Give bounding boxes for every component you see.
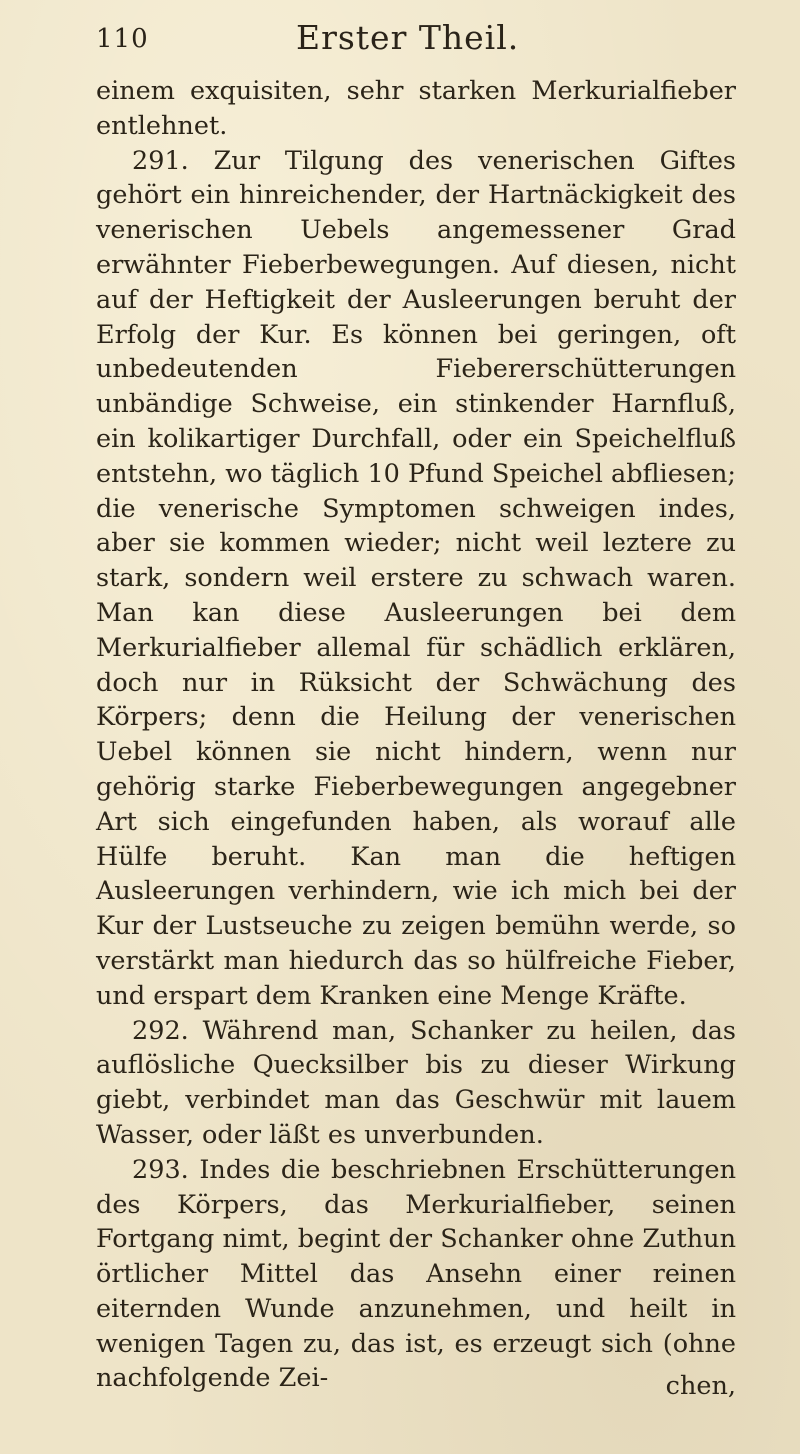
paragraph-293: 293. Indes die beschriebnen Erschütterungen des Körpers, das Merkurialfieber, seinen Fortgang nimt, begint der Schanker ohne Zuthun örtlicher Mittel das Ansehn einer reinen eiternden Wunde anzunehmen, und heilt in wenigen Tagen zu, das ist, es erzeugt sich (ohne nachfolgende Zei- (96, 1154, 736, 1394)
paragraph-continuation: einem exquisiten, sehr starken Merkurialfieber entlehnet. (96, 76, 736, 141)
paragraph-291: 291. Zur Tilgung des venerischen Giftes gehört ein hinreichender, der Hartnäckigkeit des venerischen Uebels angemessener Grad erwähnter Fieberbewegungen. Auf diesen, nicht auf der Heftigkeit der Ausleerungen beruht der Erfolg der Kur. Es können bei geringen, oft unbedeutenden Fiebererschütterungen unbändige Schweise, ein stinkender Harnfluß, ein kolikartiger Durchfall, oder ein Speichelfluß entstehn, wo täglich 10 Pfund Speichel abfliesen; die venerische Symptomen schweigen indes, aber sie kommen wieder; nicht weil leztere zu stark, sondern weil erstere zu schwach waren. Man kan diese Ausleerungen bei dem Merkurialfieber allemal für schädlich erklären, doch nur in Rüksicht der Schwächung des Körpers; denn die Heilung der venerischen Uebel können sie nicht hindern, wenn nur gehörig starke Fieberbewegungen angegebner Art sich eingefunden haben, als worauf alle Hülfe beruht. Kan man die heftigen Ausleerungen verhindern, wie ich mich bei der Kur der Lustseuche zu zeigen bemühn werde, so verstärkt man hiedurch das so hülfreiche Fieber, und erspart dem Kranken eine Menge Kräfte. (96, 145, 736, 1011)
running-head: Erster Theil. (296, 18, 520, 57)
page-number: 110 (96, 24, 149, 54)
paragraph-292: 292. Während man, Schanker zu heilen, das auflösliche Quecksilber bis zu dieser Wirkung giebt, verbindet man das Geschwür mit lauem Wasser, oder läßt es unverbunden. (96, 1015, 736, 1150)
catchword: chen, (665, 1371, 736, 1401)
page-header (96, 14, 650, 62)
body-text (96, 74, 736, 1396)
